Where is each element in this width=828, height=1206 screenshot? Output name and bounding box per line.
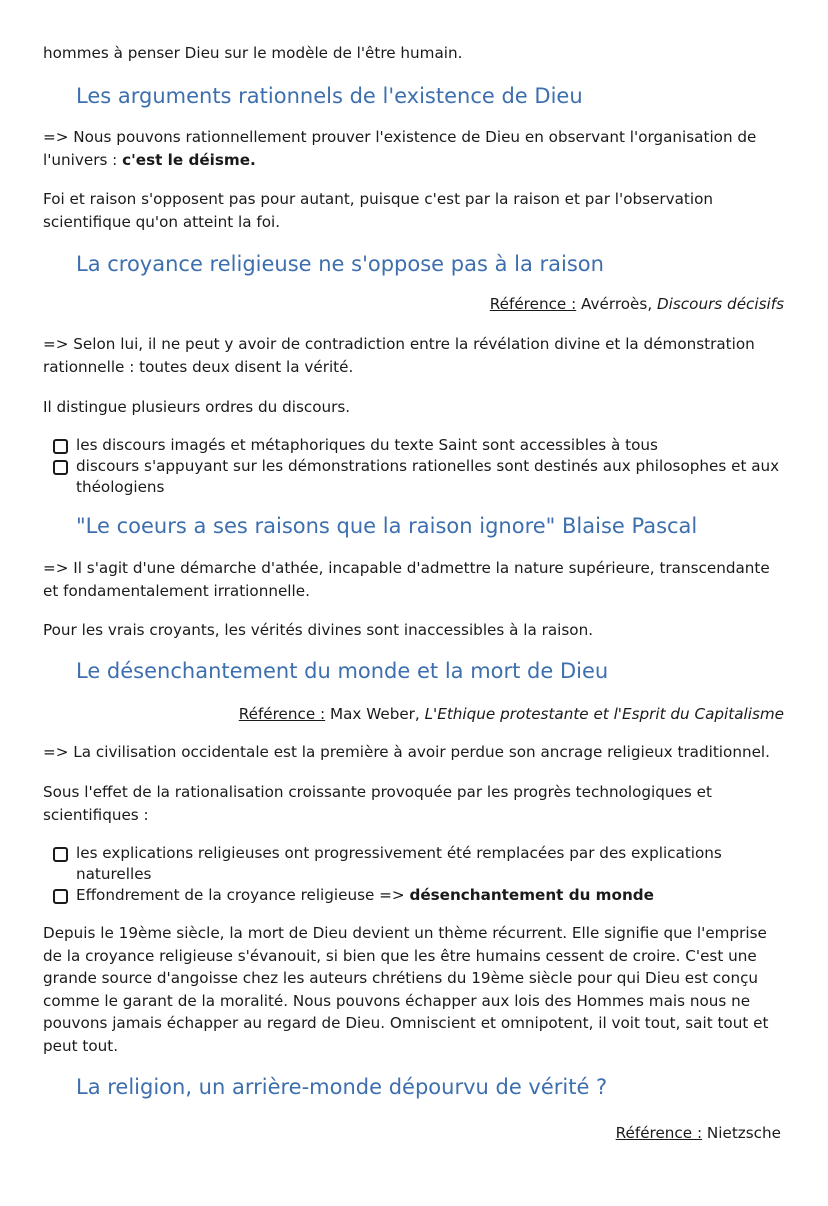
checkbox-icon[interactable] <box>53 847 68 862</box>
reference-averroes: Référence : Avérroès, Discours décisifs <box>489 295 784 313</box>
paragraph-death-of-god: Depuis le 19ème siècle, la mort de Dieu devient un thème récurrent. Elle signifie que l'emprise de la croyance religieuse s'évanouit, si bien que les être humains cessent de croire. C'est une grande source d'angoisse chez les auteurs chrétiens du 19ème siècle pour qui Dieu est conçu comme le garant de la moralité. Nous pouvons échapper aux lois des Hommes mais nous ne pouvons jamais échapper au regard de Dieu. Omniscient et omnipotent, il voit tout, sait tout et peut tout. <box>43 924 769 1055</box>
heading-disenchantment: Le désenchantement du monde et la mort de Dieu <box>76 659 609 683</box>
checkbox-icon[interactable] <box>53 460 68 475</box>
discourse-checklist <box>43 435 786 498</box>
checkbox-icon[interactable] <box>53 439 68 454</box>
checklist-item: discours s'appuyant sur les démonstrations rationelles sont destinés aux philosophes et aux théologiens <box>53 456 786 498</box>
reference-weber: Référence : Max Weber, L'Ethique protestante et l'Esprit du Capitalisme <box>238 705 784 723</box>
paragraph-western-civilisation: => La civilisation occidentale est la première à avoir perdue son ancrage religieux traditionnel. <box>43 743 770 761</box>
checkbox-icon[interactable] <box>53 889 68 904</box>
heading-pascal-quote: "Le coeurs a ses raisons que la raison ignore" Blaise Pascal <box>76 514 698 538</box>
heading-belief-not-opposed: La croyance religieuse ne s'oppose pas à la raison <box>76 252 604 276</box>
paragraph-deism: => Nous pouvons rationnellement prouver l'existence de Dieu en observant l'organisation de l'univers : c'est le déisme. <box>43 128 757 169</box>
paragraph-atheist-approach: => Il s'agit d'une démarche d'athée, incapable d'admettre la nature supérieure, transcendante et fondamentalement irrationnelle. <box>43 559 770 600</box>
paragraph-true-believers: Pour les vrais croyants, les vérités divines sont inaccessibles à la raison. <box>43 621 594 639</box>
reference-nietzsche: Référence : Nietzsche <box>615 1124 781 1142</box>
checklist-item: les discours imagés et métaphoriques du texte Saint sont accessibles à tous <box>53 435 786 456</box>
paragraph-orders-discourse: Il distingue plusieurs ordres du discours. <box>43 398 351 416</box>
disenchantment-checklist <box>43 843 758 906</box>
checklist-item: les explications religieuses ont progressivement été remplacées par des explications naturelles <box>53 843 758 885</box>
paragraph-rationalisation: Sous l'effet de la rationalisation croissante provoquée par les progrès technologiques et scientifiques : <box>43 783 712 824</box>
heading-rational-arguments: Les arguments rationnels de l'existence de Dieu <box>76 84 583 108</box>
intro-line: hommes à penser Dieu sur le modèle de l'être humain. <box>43 44 463 62</box>
heading-religion-backworld: La religion, un arrière-monde dépourvu de vérité ? <box>76 1075 608 1099</box>
deism-bold: c'est le déisme. <box>122 150 256 169</box>
checklist-item: Effondrement de la croyance religieuse => désenchantement du monde <box>53 885 758 906</box>
paragraph-no-contradiction: => Selon lui, il ne peut y avoir de contradiction entre la révélation divine et la démonstration rationnelle : toutes deux disent la vérité. <box>43 335 755 376</box>
paragraph-faith-reason: Foi et raison s'opposent pas pour autant, puisque c'est par la raison et par l'observation scientifique qu'on atteint la foi. <box>43 190 714 231</box>
